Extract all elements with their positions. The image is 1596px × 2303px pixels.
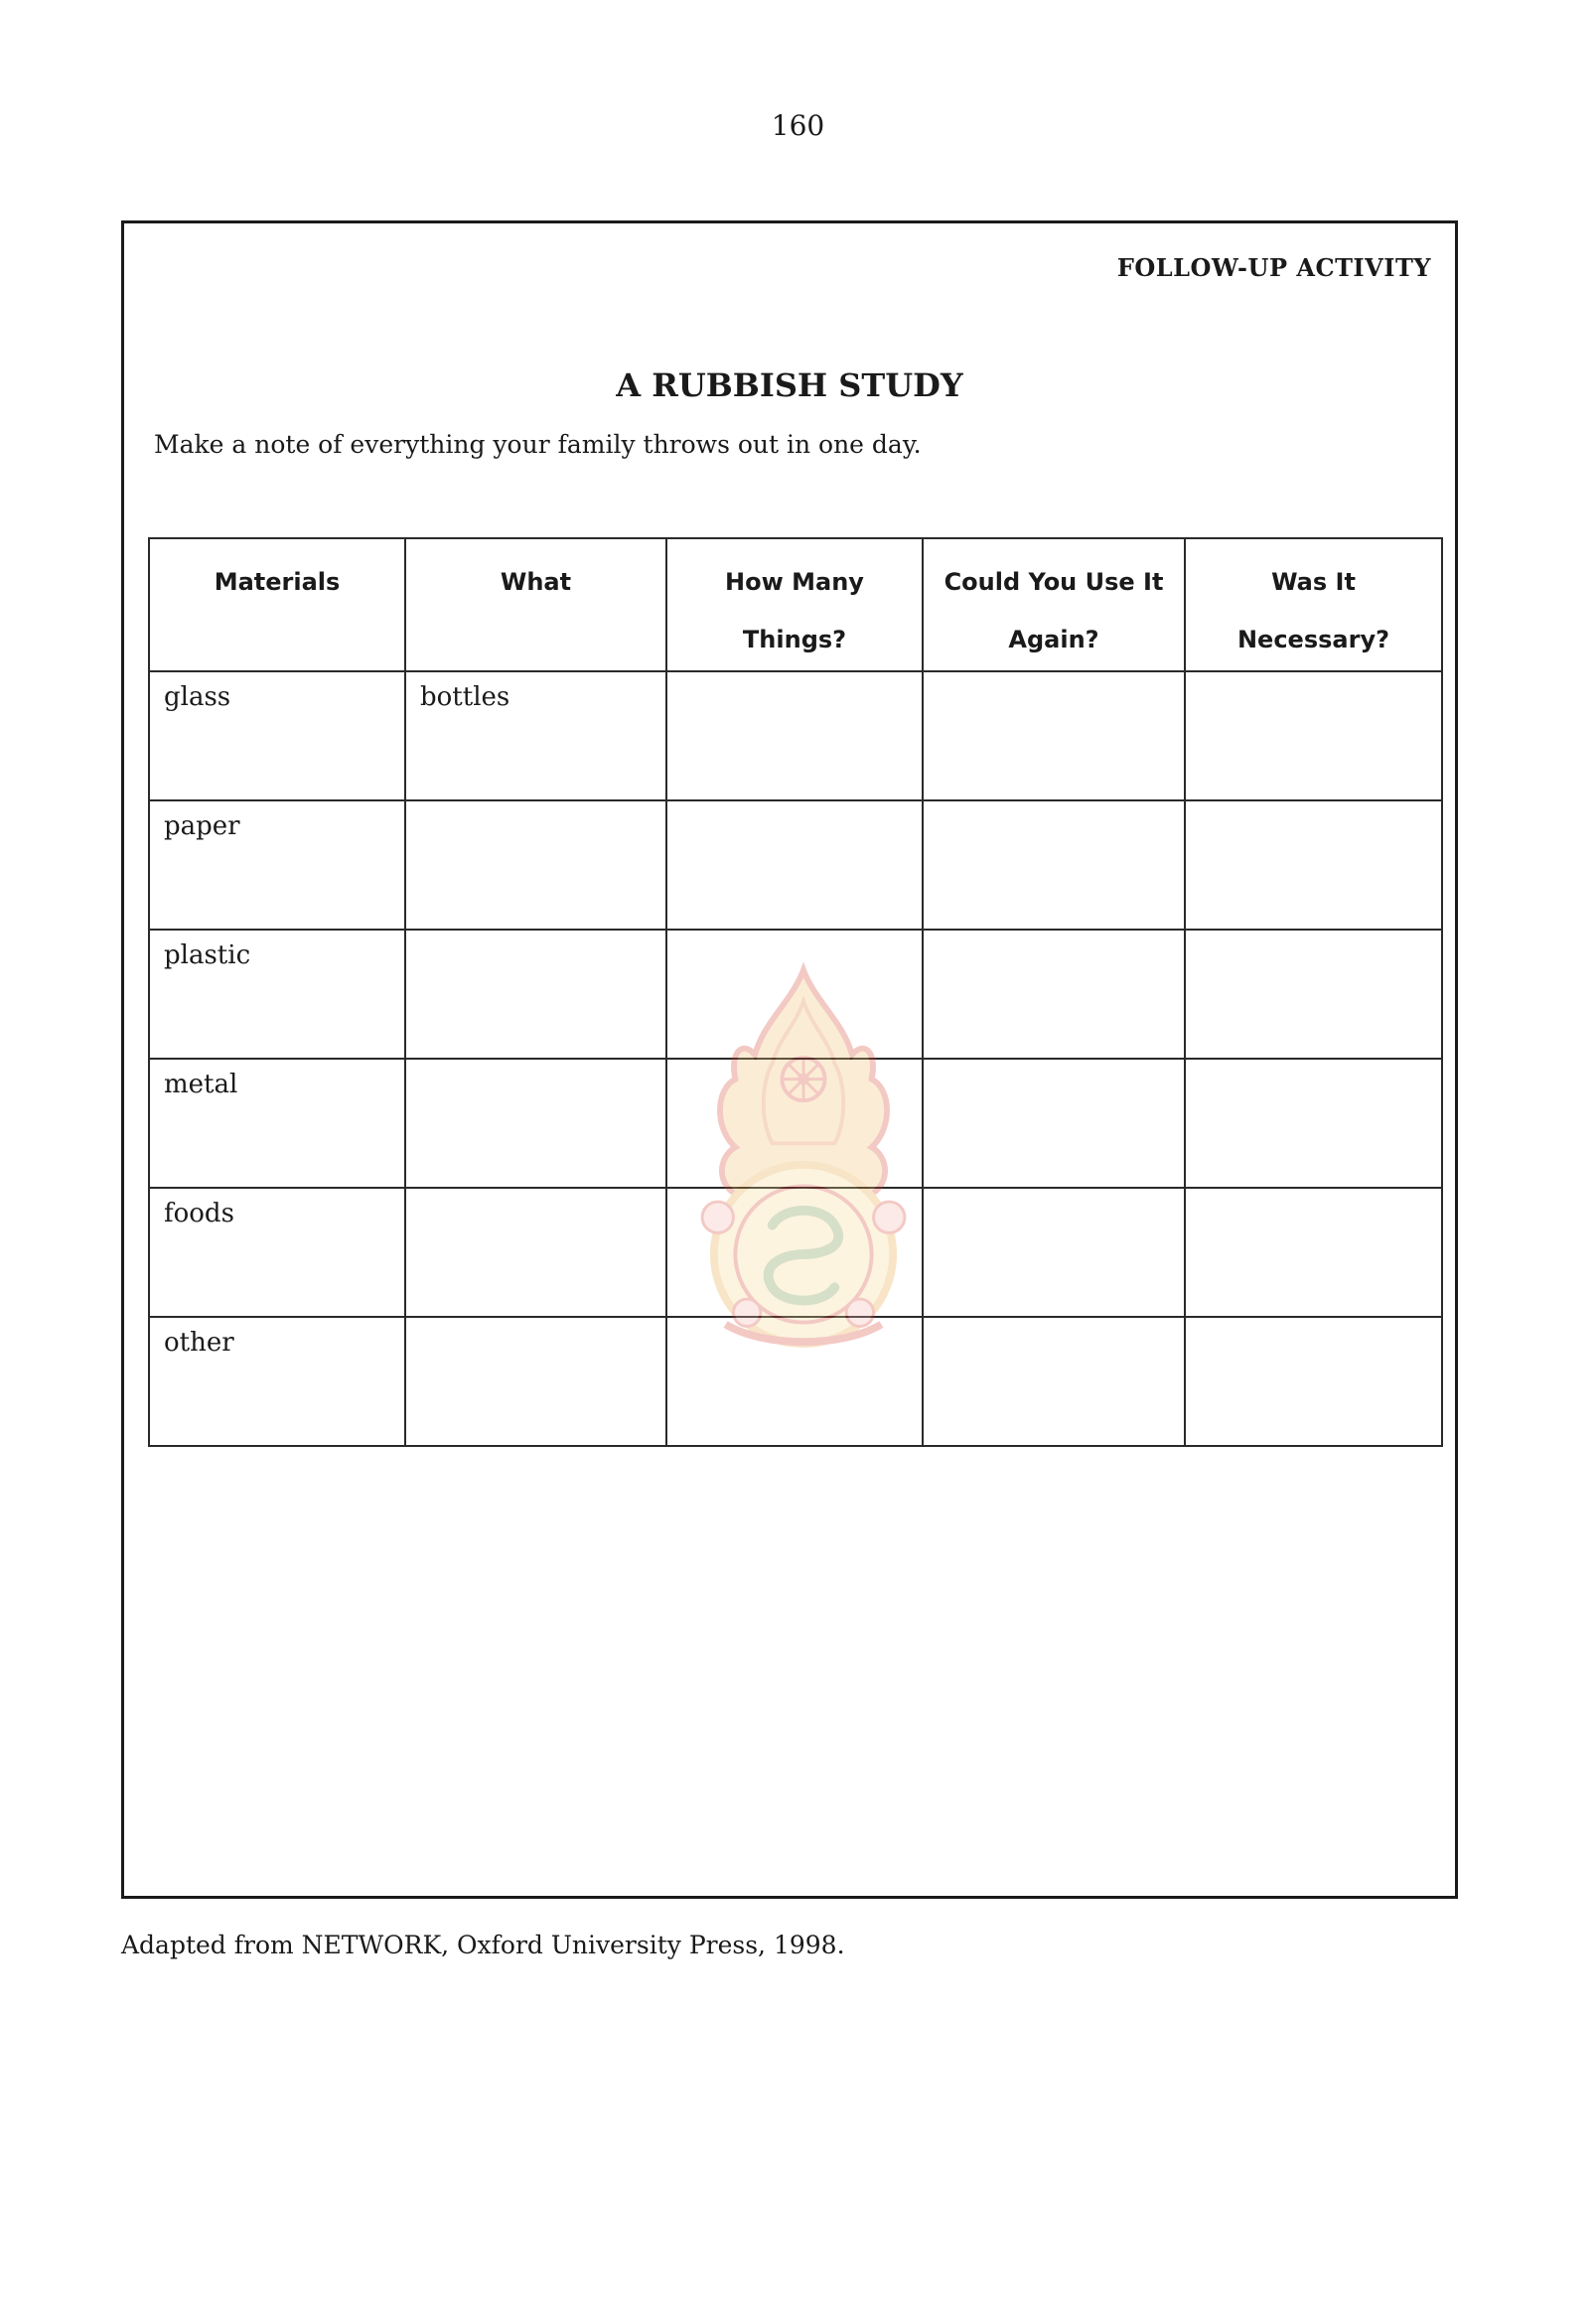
cell-necessary: [1185, 930, 1442, 1059]
cell-materials: other: [149, 1317, 405, 1446]
instructions-text: Make a note of everything your family throws out in one day.: [154, 430, 922, 459]
cell-what: [405, 1317, 666, 1446]
cell-what: [405, 1188, 666, 1317]
header-could-you-use-it-again: Could You Use It Again?: [923, 538, 1185, 671]
table-row: [149, 800, 1442, 930]
cell-materials: plastic: [149, 930, 405, 1059]
cell-necessary: [1185, 1317, 1442, 1446]
cell-necessary: [1185, 1059, 1442, 1188]
table-row: [149, 930, 1442, 1059]
cell-materials: metal: [149, 1059, 405, 1188]
table-row: [149, 1188, 1442, 1317]
cell-what: [405, 1059, 666, 1188]
cell-materials: foods: [149, 1188, 405, 1317]
rubbish-table: [148, 537, 1443, 1447]
cell-what: [405, 800, 666, 930]
header-materials: Materials: [149, 538, 405, 671]
cell-use-again: [923, 1188, 1185, 1317]
cell-use-again: [923, 1059, 1185, 1188]
cell-necessary: [1185, 800, 1442, 930]
cell-necessary: [1185, 671, 1442, 800]
cell-necessary: [1185, 1188, 1442, 1317]
header-what: What: [405, 538, 666, 671]
cell-use-again: [923, 1317, 1185, 1446]
page-title: A RUBBISH STUDY: [616, 366, 963, 404]
cell-how-many: [666, 1188, 923, 1317]
activity-frame: [121, 220, 1458, 1899]
cell-use-again: [923, 930, 1185, 1059]
cell-how-many: [666, 671, 923, 800]
cell-materials: paper: [149, 800, 405, 930]
cell-how-many: [666, 1059, 923, 1188]
table-row: [149, 1059, 1442, 1188]
header-was-it-necessary: Was It Necessary?: [1185, 538, 1442, 671]
cell-use-again: [923, 671, 1185, 800]
cell-what: [405, 930, 666, 1059]
page-number: 160: [771, 109, 825, 142]
cell-how-many: [666, 800, 923, 930]
cell-how-many: [666, 930, 923, 1059]
section-label: FOLLOW-UP ACTIVITY: [1116, 253, 1431, 282]
header-how-many-things: How Many Things?: [666, 538, 923, 671]
table-row: [149, 671, 1442, 800]
table-row: [149, 1317, 1442, 1446]
source-note: Adapted from NETWORK, Oxford University Press, 1998.: [121, 1931, 845, 1959]
cell-how-many: [666, 1317, 923, 1446]
table-header-row: [149, 538, 1442, 671]
cell-use-again: [923, 800, 1185, 930]
cell-materials: glass: [149, 671, 405, 800]
cell-what: bottles: [405, 671, 666, 800]
